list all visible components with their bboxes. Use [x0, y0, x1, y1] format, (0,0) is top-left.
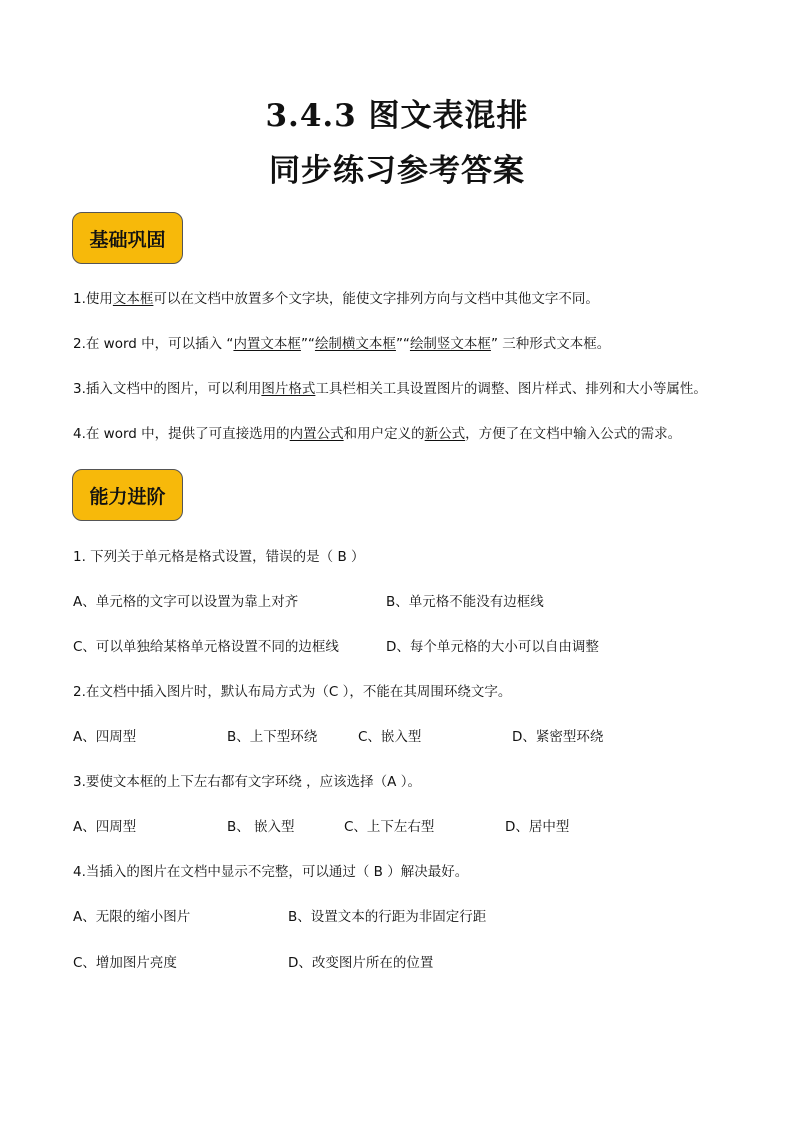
item-text: 2.在 word 中，可以插入 “ [73, 336, 234, 352]
item-text: 工具栏相关工具设置图片的调整、图片样式、排列和大小等属性。 [315, 381, 707, 397]
option-2d: D、紧密型环绕 [512, 729, 604, 745]
answer-underlined: 内置文本框 [233, 336, 301, 352]
option-2c: C、嵌入型 [358, 729, 422, 745]
option-4c: C、增加图片亮度 [73, 955, 177, 971]
fill-blank-item-3 [73, 380, 707, 398]
answer-underlined: 文本框 [112, 291, 154, 307]
option-4d: D、改变图片所在的位置 [288, 955, 434, 971]
item-text: 1.使用 [73, 291, 113, 307]
option-4b: B、设置文本的行距为非固定行距 [288, 909, 487, 925]
answer-underlined: 新公式 [424, 426, 466, 442]
section-badge-basics: 基础巩固 [72, 212, 183, 264]
document-title-line-1: 3.4.3 图文表混排 [265, 98, 529, 134]
question-4: 4.当插入的图片在文档中显示不完整，可以通过（ B ）解决最好。 [73, 864, 469, 880]
option-3d: D、居中型 [505, 819, 570, 835]
fill-blank-item-2 [73, 335, 610, 353]
item-text: 4.在 word 中，提供了可直接选用的 [73, 426, 290, 442]
option-3a: A、四周型 [73, 819, 137, 835]
item-text: ”“ [300, 336, 315, 352]
item-text: 和用户定义的 [343, 426, 425, 442]
section-badge-advanced: 能力进阶 [72, 469, 183, 521]
item-text: ，方便了在文档中输入公式的需求。 [465, 426, 682, 442]
option-2a: A、四周型 [73, 729, 137, 745]
item-text: 可以在文档中放置多个文字块，能使文字排列方向与文档中其他文字不同。 [153, 291, 599, 307]
answer-underlined: 绘制横文本框 [314, 336, 396, 352]
option-1d: D、每个单元格的大小可以自由调整 [386, 639, 599, 655]
fill-blank-item-4 [73, 425, 681, 443]
fill-blank-item-1 [73, 290, 599, 308]
item-text: ”“ [395, 336, 410, 352]
option-3c: C、上下左右型 [344, 819, 435, 835]
answer-underlined: 内置公式 [289, 426, 344, 442]
option-2b: B、上下型环绕 [227, 729, 318, 745]
option-1a: A、单元格的文字可以设置为靠上对齐 [73, 594, 299, 610]
option-1b: B、单元格不能没有边框线 [386, 594, 544, 610]
document-title-line-2: 同步练习参考答案 [269, 153, 525, 189]
item-text: ” 三种形式文本框。 [490, 336, 611, 352]
question-3: 3.要使文本框的上下左右都有文字环绕 ，应该选择（A ）。 [73, 774, 421, 790]
item-text: 3.插入文档中的图片，可以利用 [73, 381, 262, 397]
question-1: 1. 下列关于单元格是格式设置，错误的是（ B ） [73, 549, 365, 565]
option-1c: C、可以单独给某格单元格设置不同的边框线 [73, 639, 339, 655]
answer-underlined: 图片格式 [261, 381, 316, 397]
option-3b: B、 嵌入型 [227, 819, 295, 835]
option-4a: A、无限的缩小图片 [73, 909, 191, 925]
question-2: 2.在文档中插入图片时，默认布局方式为（C ），不能在其周围环绕文字。 [73, 684, 512, 700]
answer-underlined: 绘制竖文本框 [409, 336, 491, 352]
